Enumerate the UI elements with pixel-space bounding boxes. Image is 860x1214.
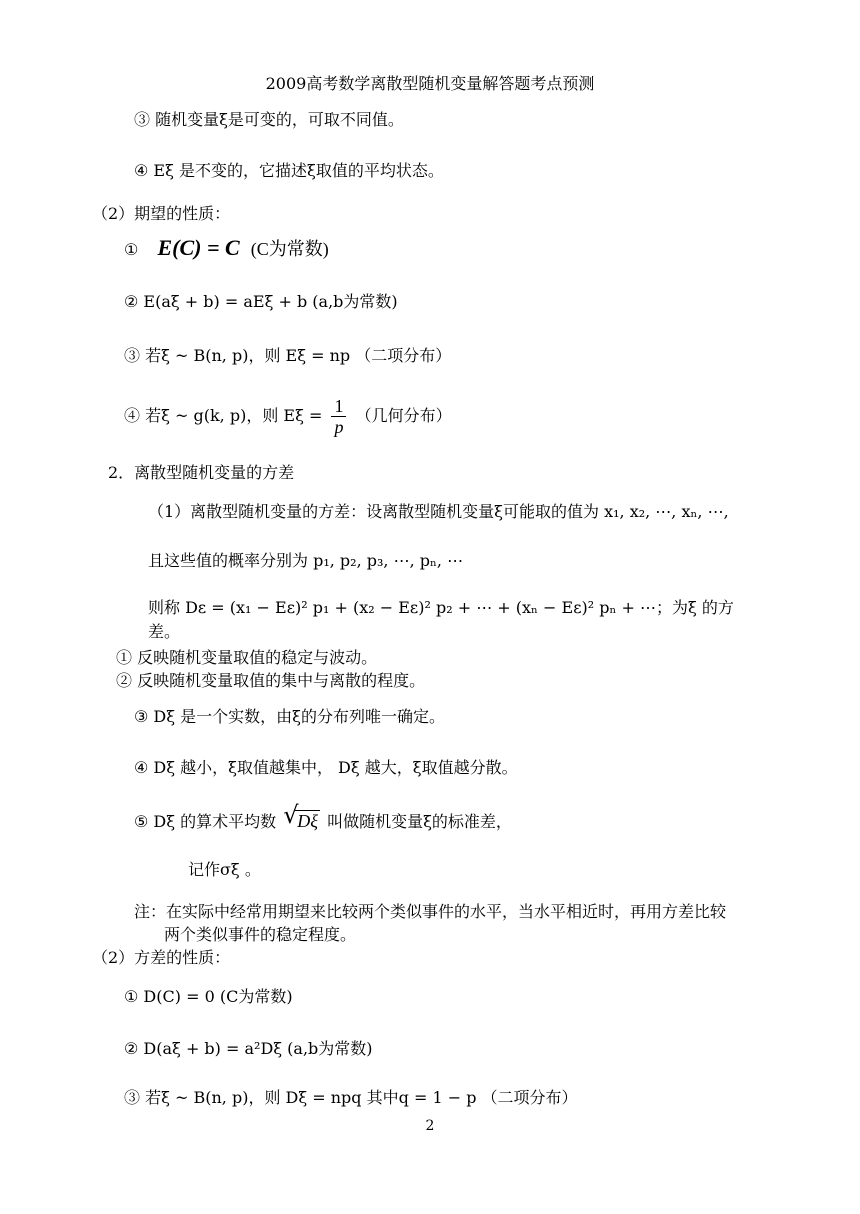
- variance-property-1: ① D(C) = 0 (C为常数): [124, 987, 293, 1006]
- formula-geometric-post: （几何分布）: [355, 406, 452, 425]
- expectation-property-3: ③ 若ξ ~ B(n, p)，则 Eξ = np （二项分布）: [124, 346, 452, 365]
- expectation-note-4: ④ Eξ 是不变的，它描述ξ取值的平均状态。: [134, 161, 444, 180]
- expectation-note-3: ③ 随机变量ξ是可变的，可取不同值。: [134, 110, 404, 129]
- variance-meaning-1: ① 反映随机变量取值的稳定与波动。: [116, 648, 378, 667]
- std-dev-post: 叫做随机变量ξ的标准差，: [327, 812, 512, 831]
- formula-expectation-constant: E(C) = C: [157, 235, 240, 260]
- fraction-denominator: p: [334, 417, 344, 437]
- expectation-properties-heading: （2）期望的性质：: [92, 204, 231, 223]
- variance-property-2: ② D(aξ + b) = a²Dξ (a,b为常数): [124, 1039, 373, 1058]
- variance-definition-1: （1）离散型随机变量的方差：设离散型随机变量ξ可能取的值为 x₁, x₂, ⋯, xₙ, ⋯,: [148, 502, 729, 521]
- variance-property-3: ③ 若ξ ~ B(n, p)，则 Dξ = npq 其中q = 1 − p （二项分布）: [124, 1088, 578, 1107]
- variance-note-4: ④ Dξ 越小，ξ取值越集中， Dξ 越大，ξ取值越分散。: [134, 758, 518, 777]
- remark-line-1: 注：在实际中经常用期望来比较两个类似事件的水平，当水平相近时，再用方差比较: [134, 902, 727, 921]
- expectation-property-1: [124, 235, 329, 260]
- page-number: 2: [425, 1118, 435, 1134]
- expectation-property-4: [124, 394, 452, 438]
- variance-meaning-2: ② 反映随机变量取值的集中与离散的程度。: [116, 671, 426, 690]
- std-dev-pre: ⑤ Dξ 的算术平均数: [134, 812, 277, 831]
- variance-properties-heading: （2）方差的性质：: [92, 948, 231, 967]
- fraction-numerator: 1: [331, 396, 346, 417]
- radical-sign-icon: √: [283, 801, 299, 829]
- std-dev-notation: 记作σξ 。: [188, 860, 261, 879]
- variance-note-3: ③ Dξ 是一个实数，由ξ的分布列唯一确定。: [134, 707, 445, 726]
- variance-note-5: [134, 801, 512, 835]
- formula-geometric-pre: ④ 若ξ ~ g(k, p)，则 Eξ =: [124, 406, 323, 425]
- variance-definition-3: 则称 Dε = (x₁ − Eε)² p₁ + (x₂ − Eε)² p₂ + ⋯ + (xₙ − Eε)² pₙ + ⋯；为ξ 的方: [148, 598, 734, 617]
- circled-number: ①: [124, 240, 139, 259]
- fraction-one-over-p: [331, 396, 346, 437]
- radicand: Dξ: [297, 811, 318, 831]
- variance-section-heading: 2．离散型随机变量的方差: [108, 463, 295, 482]
- remark-line-2: 两个类似事件的稳定程度。: [164, 925, 357, 944]
- variance-definition-4: 差。: [148, 622, 181, 641]
- square-root: [283, 801, 320, 835]
- expectation-property-2: ② E(aξ + b) = aEξ + b (a,b为常数): [124, 292, 398, 311]
- variance-definition-2: 且这些值的概率分别为 p₁, p₂, p₃, ⋯, pₙ, ⋯: [148, 551, 464, 570]
- formula-note: (C为常数): [250, 239, 329, 259]
- page-title: 2009高考数学离散型随机变量解答题考点预测: [265, 74, 595, 93]
